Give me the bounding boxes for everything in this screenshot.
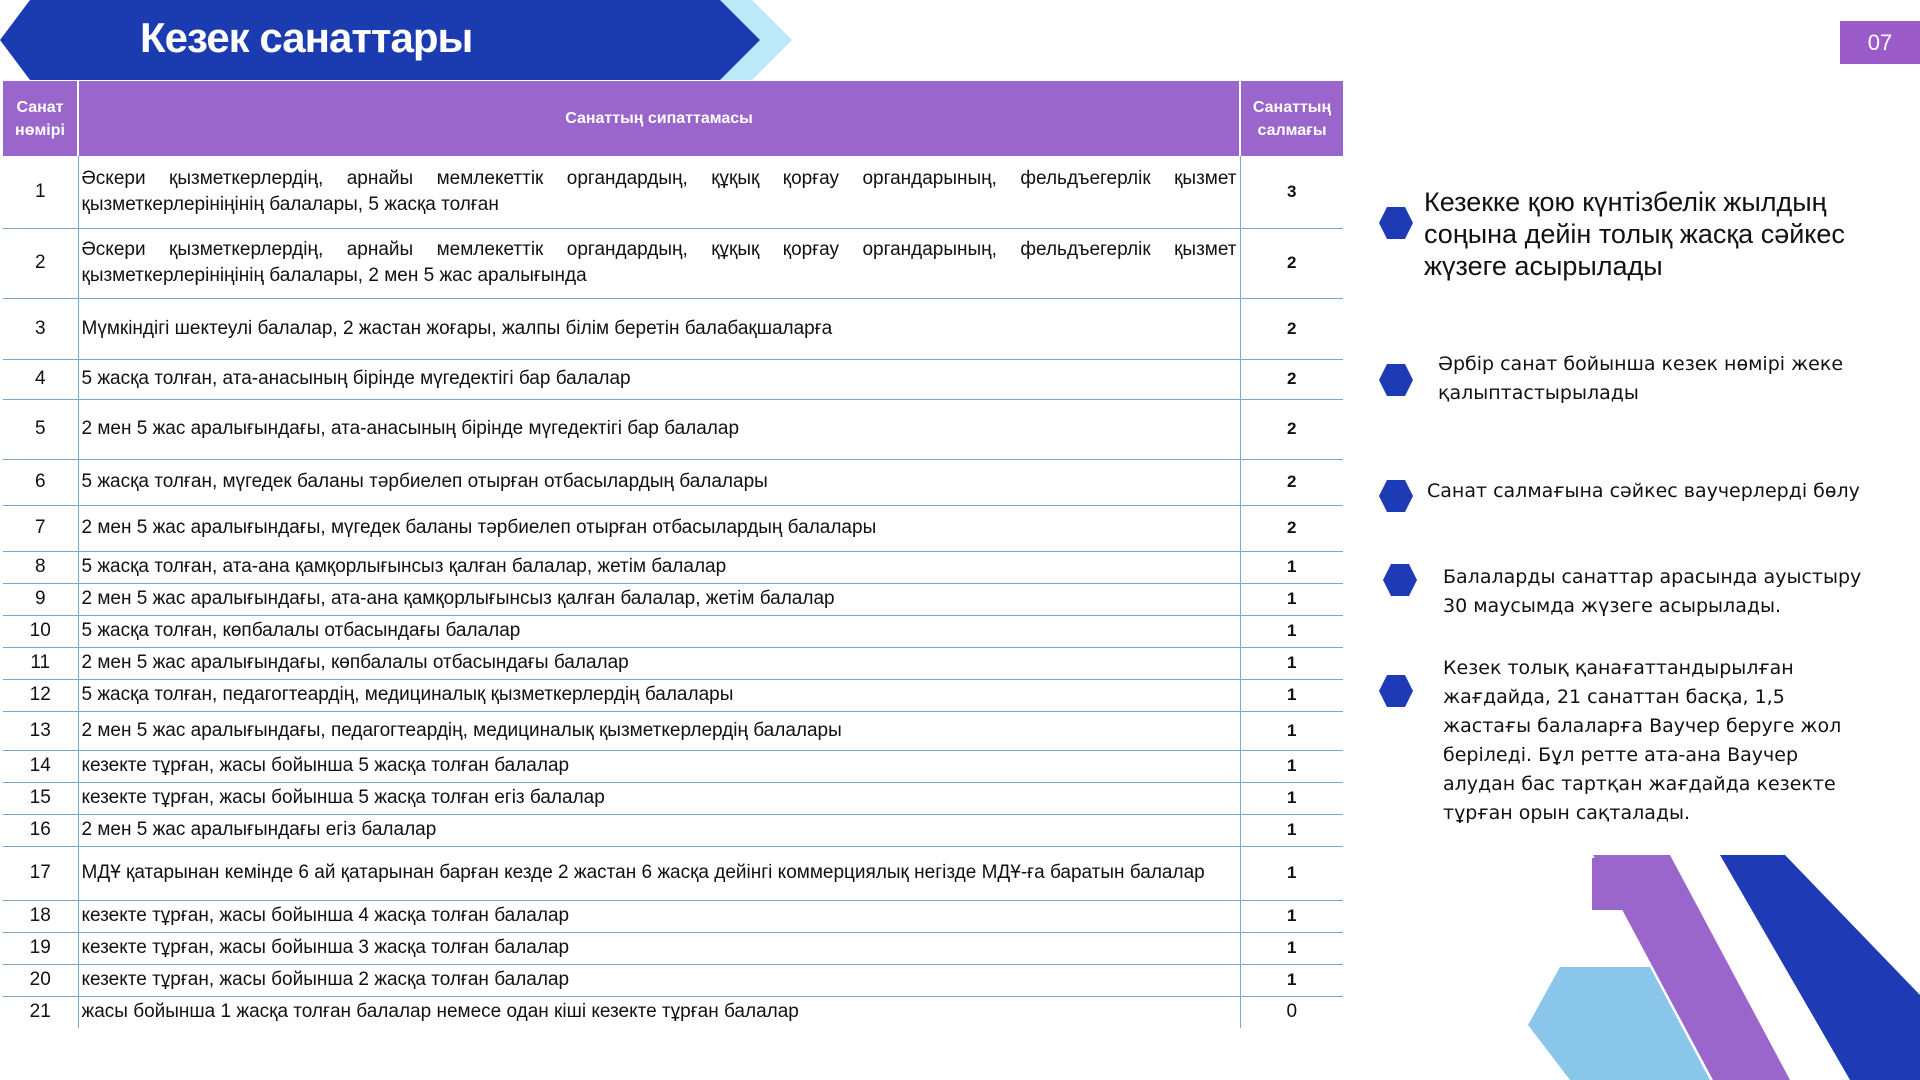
hexagon-bullet-icon [1378, 479, 1414, 513]
row-description: кезекте тұрған, жасы бойынша 5 жасқа толған балалар [78, 750, 1240, 782]
note-text: Әрбір санат бойынша кезек нөмірі жеке қалыптастырылады [1438, 353, 1844, 404]
row-number: 7 [3, 505, 78, 551]
row-weight: 1 [1240, 583, 1343, 615]
table-row [3, 900, 1343, 932]
row-weight: 2 [1240, 505, 1343, 551]
page-title: Кезек санаттары [140, 14, 473, 61]
table-row [3, 615, 1343, 647]
table-row [3, 551, 1343, 583]
table-row [3, 711, 1343, 750]
row-number: 8 [3, 551, 78, 583]
row-weight: 3 [1240, 156, 1343, 228]
row-weight: 1 [1240, 846, 1343, 900]
row-number: 14 [3, 750, 78, 782]
header-category-number: Санат нөмірі [3, 81, 78, 156]
decorative-logo-shapes [1520, 855, 1920, 1080]
hexagon-bullet-icon [1378, 206, 1414, 240]
note-text: Балаларды санаттар арасында ауыстыру 30 маусымда жүзеге асырылады. [1443, 566, 1862, 617]
note-2 [1378, 350, 1898, 420]
table-row [3, 750, 1343, 782]
table-row [3, 846, 1343, 900]
row-description: 2 мен 5 жас аралығындағы, ата-анасының бірінде мүгедектігі бар балалар [78, 399, 1240, 459]
note-1 [1378, 186, 1898, 296]
row-weight: 2 [1240, 298, 1343, 359]
table-row [3, 298, 1343, 359]
table-row [3, 505, 1343, 551]
row-number: 15 [3, 782, 78, 814]
row-weight: 1 [1240, 782, 1343, 814]
note-4 [1382, 563, 1902, 633]
row-number: 11 [3, 647, 78, 679]
table-row [3, 583, 1343, 615]
table-row [3, 459, 1343, 505]
row-description: 5 жасқа толған, көпбалалы отбасындағы балалар [78, 615, 1240, 647]
row-description: 2 мен 5 жас аралығындағы, ата-ана қамқорлығынсыз қалған балалар, жетім балалар [78, 583, 1240, 615]
row-weight: 1 [1240, 814, 1343, 846]
header-category-weight: Санаттың салмағы [1240, 81, 1343, 156]
table-row [3, 359, 1343, 399]
row-weight: 2 [1240, 228, 1343, 298]
hexagon-bullet-icon [1378, 363, 1414, 397]
row-weight: 1 [1240, 647, 1343, 679]
row-description: 2 мен 5 жас аралығындағы, педагогтеардің, медициналық қызметкерлердің балалары [78, 711, 1240, 750]
hexagon-bullet-icon [1378, 674, 1414, 708]
row-number: 1 [3, 156, 78, 228]
row-weight: 1 [1240, 964, 1343, 996]
row-number: 5 [3, 399, 78, 459]
row-weight: 2 [1240, 459, 1343, 505]
row-description: кезекте тұрған, жасы бойынша 5 жасқа толған егіз балалар [78, 782, 1240, 814]
table-row [3, 156, 1343, 228]
row-weight: 1 [1240, 551, 1343, 583]
table-header-row [3, 81, 1343, 156]
note-text: Кезекке қою күнтізбелік жылдың соңына дейін толық жасқа сәйкес жүзеге асырылады [1424, 187, 1845, 281]
row-weight: 0 [1286, 1001, 1298, 1023]
row-weight: 1 [1240, 711, 1343, 750]
row-number: 19 [3, 932, 78, 964]
row-weight: 1 [1240, 900, 1343, 932]
row-description: Әскери қызметкерлердің, арнайы мемлекеттік органдардың, құқық қорғау органдарының, фельдъегерлік қызмет қызметкерлерініңінің балалары, 5 жасқа толған [78, 156, 1240, 228]
table-row [3, 814, 1343, 846]
table-row [3, 679, 1343, 711]
row-number: 3 [3, 298, 78, 359]
row-number: 20 [3, 964, 78, 996]
table-row [3, 647, 1343, 679]
row-description: кезекте тұрған, жасы бойынша 3 жасқа толған балалар [78, 932, 1240, 964]
note-text: Кезек толық қанағаттандырылған жағдайда, 21 санаттан басқа, 1,5 жастағы балаларға Ваучер беруге жол беріледі. Бұл ретте ата-ана Ваучер алудан бас тартқан жағдайда кезекте тұрған орын сақталады. [1443, 657, 1842, 824]
table-row [3, 399, 1343, 459]
row-description: жасы бойынша 1 жасқа толған балалар немесе одан кіші кезекте тұрған балалар [78, 996, 1240, 1028]
row-weight: 2 [1240, 359, 1343, 399]
row-description: 2 мен 5 жас аралығындағы, мүгедек баланы тәрбиелеп отырған отбасылардың балалары [78, 505, 1240, 551]
note-5 [1378, 654, 1898, 834]
row-description: 2 мен 5 жас аралығындағы, көпбалалы отбасындағы балалар [78, 647, 1240, 679]
note-text: Санат салмағына сәйкес ваучерлерді бөлу [1427, 480, 1860, 502]
row-number: 2 [3, 228, 78, 298]
row-number: 16 [3, 814, 78, 846]
row-weight: 1 [1240, 750, 1343, 782]
row-description: 5 жасқа толған, ата-ана қамқорлығынсыз қалған балалар, жетім балалар [78, 551, 1240, 583]
row-number: 4 [3, 359, 78, 399]
row-weight: 1 [1240, 932, 1343, 964]
row-number: 9 [3, 583, 78, 615]
table-row [3, 996, 1343, 1028]
row-number: 6 [3, 459, 78, 505]
row-description: 5 жасқа толған, ата-анасының бірінде мүгедектігі бар балалар [78, 359, 1240, 399]
row-description: Әскери қызметкерлердің, арнайы мемлекеттік органдардың, құқық қорғау органдарының, фельдъегерлік қызмет қызметкерлерініңінің балалары, 2 мен 5 жас аралығында [78, 228, 1240, 298]
row-number: 21 [3, 996, 78, 1028]
row-description: Мүмкіндігі шектеулі балалар, 2 жастан жоғары, жалпы білім беретін балабақшаларға [78, 298, 1240, 359]
row-number: 12 [3, 679, 78, 711]
table-row [3, 932, 1343, 964]
row-weight: 1 [1240, 679, 1343, 711]
row-description: кезекте тұрған, жасы бойынша 2 жасқа толған балалар [78, 964, 1240, 996]
page-number-badge: 07 [1840, 21, 1920, 64]
table-row [3, 228, 1343, 298]
row-number: 17 [3, 846, 78, 900]
row-number: 18 [3, 900, 78, 932]
row-number: 10 [3, 615, 78, 647]
row-description: 2 мен 5 жас аралығындағы егіз балалар [78, 814, 1240, 846]
row-weight: 1 [1240, 615, 1343, 647]
header-category-description: Санаттың сипаттамасы [78, 81, 1240, 156]
table-row [3, 964, 1343, 996]
row-weight: 2 [1240, 399, 1343, 459]
note-3 [1378, 477, 1898, 517]
row-number: 13 [3, 711, 78, 750]
row-description: кезекте тұрған, жасы бойынша 4 жасқа толған балалар [78, 900, 1240, 932]
row-description: 5 жасқа толған, мүгедек баланы тәрбиелеп отырған отбасылардың балалары [78, 459, 1240, 505]
categories-table [3, 81, 1343, 1028]
row-description: 5 жасқа толған, педагогтеардің, медициналық қызметкерлердің балалары [78, 679, 1240, 711]
row-description: МДҰ қатарынан кемінде 6 ай қатарынан барған кезде 2 жастан 6 жасқа дейінгі коммерциялық негізде МДҰ-ға баратын балалар [78, 846, 1240, 900]
table-row [3, 782, 1343, 814]
hexagon-bullet-icon [1382, 563, 1418, 597]
